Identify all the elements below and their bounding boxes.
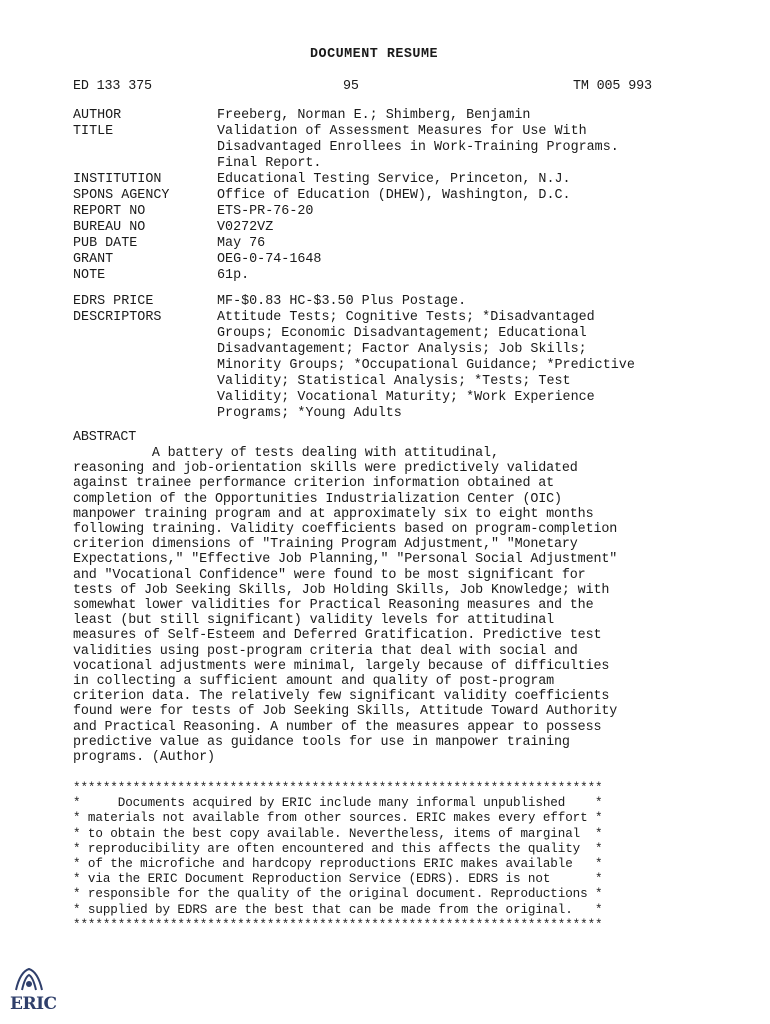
field-value-line: Disadvantagement; Factor Analysis; Job Skills;	[217, 342, 587, 357]
abstract-line: criterion dimensions of "Training Program Adjustment," "Monetary	[73, 537, 578, 553]
abstract-line: and "Vocational Confidence" were found to be most significant for	[73, 567, 586, 583]
field-value-line: Validation of Assessment Measures for Use With	[217, 124, 587, 139]
eric-logo-text: ERIC	[10, 994, 57, 1014]
ed-number: ED 133 375	[73, 79, 152, 94]
notice-line: * via the ERIC Document Reproduction Service (EDRS). EDRS is not *	[73, 872, 603, 887]
field-label: DESCRIPTORS	[73, 310, 162, 325]
field-value-line: Disadvantaged Enrollees in Work-Training Programs.	[217, 140, 619, 155]
notice-line: * of the microfiche and hardcopy reproductions ERIC makes available *	[73, 857, 603, 871]
abstract-line: completion of the Opportunities Industrialization Center (OIC)	[73, 491, 562, 507]
abstract-line: programs. (Author)	[73, 750, 215, 765]
abstract-line: predictive value as guidance tools for use in manpower training	[73, 734, 570, 750]
abstract-line: criterion data. The relatively few significant validity coefficients	[73, 689, 610, 705]
field-label: INSTITUTION	[73, 172, 162, 187]
field-value-line: 61p.	[217, 268, 250, 283]
field-label: SPONS AGENCY	[73, 188, 170, 203]
field-value-line: May 76	[217, 236, 266, 251]
abstract-line: following training. Validity coefficients based on program-completion	[73, 522, 618, 537]
field-value-line: V0272VZ	[217, 220, 274, 235]
field-label: AUTHOR	[73, 108, 122, 123]
abstract-line: reasoning and job-orientation skills were predictively validated	[73, 461, 578, 477]
document-title: DOCUMENT RESUME	[310, 47, 439, 62]
field-value-line: Minority Groups; *Occupational Guidance; *Predictive	[217, 358, 635, 373]
abstract-label: ABSTRACT	[73, 430, 137, 445]
field-value-line: Validity; Vocational Maturity; *Work Experience	[217, 390, 595, 405]
abstract-line: found were for tests of Job Seeking Skills, Attitude Toward Authority	[73, 704, 618, 720]
notice-line: * Documents acquired by ERIC include many informal unpublished *	[73, 796, 603, 811]
abstract-line: vocational adjustments were minimal, largely because of difficulties	[73, 658, 610, 674]
notice-line: * materials not available from other sources. ERIC makes every effort *	[73, 811, 603, 826]
field-value-line: ETS-PR-76-20	[217, 204, 314, 219]
field-label: EDRS PRICE	[73, 294, 154, 309]
field-label: PUB DATE	[73, 236, 138, 251]
abstract-line: somewhat lower validities for Practical Reasoning measures and the	[73, 598, 594, 613]
field-label: GRANT	[73, 252, 114, 267]
eric-logo-icon	[10, 964, 48, 994]
field-value-line: Groups; Economic Disadvantagement; Educational	[217, 326, 587, 341]
field-value-line: MF-$0.83 HC-$3.50 Plus Postage.	[217, 294, 467, 309]
field-value-line: Final Report.	[217, 156, 322, 171]
abstract-line: validities using post-program criteria that deal with social and	[73, 643, 578, 659]
notice-line: ***********************************************************************	[73, 917, 603, 932]
notice-line: * responsible for the quality of the original document. Reproductions *	[73, 887, 603, 902]
field-value-line: OEG-0-74-1648	[217, 252, 322, 267]
field-value-line: Attitude Tests; Cognitive Tests; *Disadvantaged	[217, 310, 595, 325]
abstract-line: manpower training program and at approximately six to eight months	[73, 506, 594, 522]
field-label: BUREAU NO	[73, 220, 146, 235]
field-value-line: Freeberg, Norman E.; Shimberg, Benjamin	[217, 108, 531, 123]
abstract-line: Expectations," "Effective Job Planning," "Personal Social Adjustment"	[73, 552, 618, 568]
field-label: TITLE	[73, 124, 114, 139]
abstract-line: against trainee performance criterion information obtained at	[73, 476, 555, 492]
page-number: 95	[343, 79, 359, 94]
tm-number: TM 005 993	[573, 79, 652, 94]
field-value-line: Validity; Statistical Analysis; *Tests; Test	[217, 374, 571, 389]
eric-logo	[10, 964, 57, 1016]
abstract-line: measures of Self-Esteem and Deferred Gratification. Predictive test	[73, 628, 602, 644]
field-label: NOTE	[73, 268, 106, 283]
notice-line: * supplied by EDRS are the best that can be made from the original. *	[73, 902, 603, 917]
field-value-line: Programs; *Young Adults	[217, 406, 402, 421]
notice-line: * to obtain the best copy available. Nevertheless, items of marginal *	[73, 826, 603, 841]
abstract-line: in collecting a sufficient amount and quality of post-program	[73, 674, 555, 689]
abstract-line: and Practical Reasoning. A number of the measures appear to possess	[73, 719, 602, 735]
abstract-line: least (but still significant) validity levels for attitudinal	[73, 613, 555, 629]
notice-line: ***********************************************************************	[73, 781, 603, 795]
notice-line: * reproducibility are often encountered and this affects the quality *	[73, 841, 603, 856]
abstract-line: tests of Job Seeking Skills, Job Holding Skills, Job Knowledge; with	[73, 582, 610, 598]
field-value-line: Educational Testing Service, Princeton, N.J.	[217, 172, 571, 187]
field-value-line: Office of Education (DHEW), Washington, D.C.	[217, 188, 571, 203]
abstract-line: A battery of tests dealing with attitudinal,	[73, 446, 499, 461]
field-label: REPORT NO	[73, 204, 146, 219]
